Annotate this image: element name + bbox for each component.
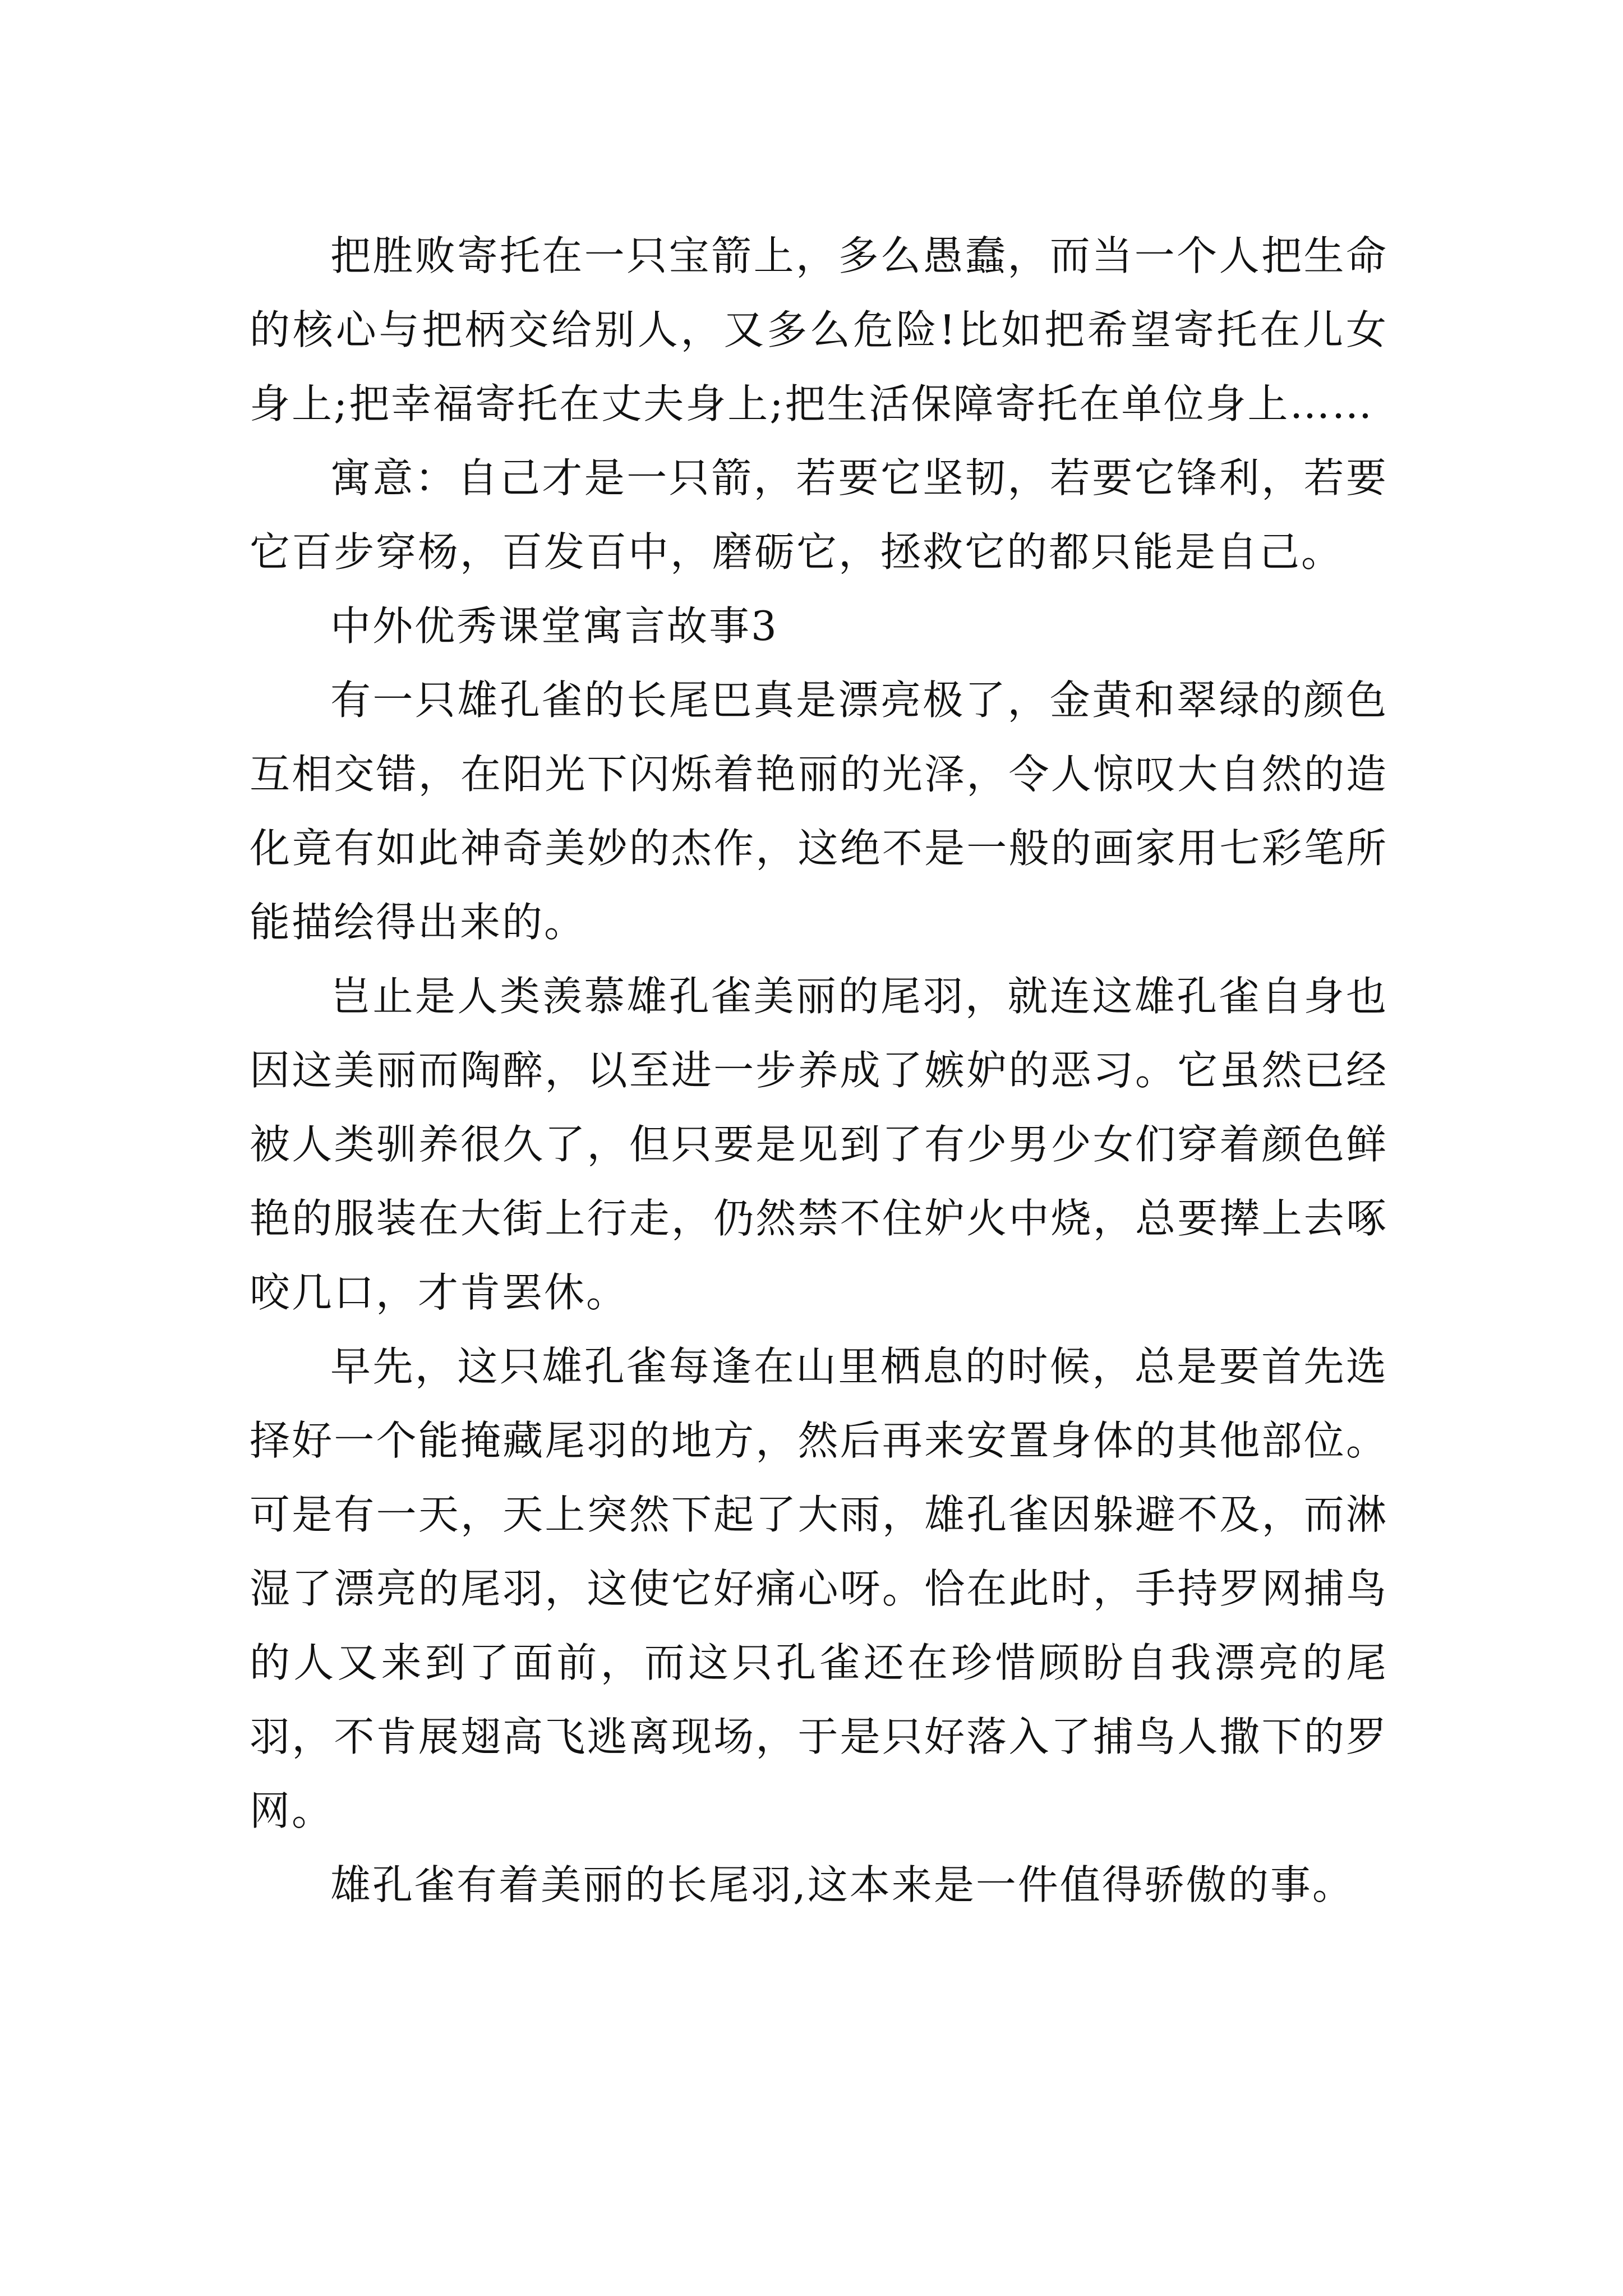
paragraph-peacock-pride: 雄孔雀有着美丽的长尾羽,这本来是一件值得骄傲的事。 xyxy=(330,1861,1354,1908)
paragraph-moral: 寓意：自己才是一只箭，若要它坚韧，若要它锋利，若要它百步穿杨，百发百中，磨砺它，拯救它的都只能是自己。 xyxy=(250,454,1388,576)
paragraph-arrow-conclusion: 把胜败寄托在一只宝箭上，多么愚蠢，而当一个人把生命的核心与把柄交给别人，又多么危险!比如把希望寄托在儿女身上;把幸福寄托在丈夫身上;把生活保障寄托在单位身上…… xyxy=(250,232,1388,427)
paragraph-peacock-tail: 有一只雄孔雀的长尾巴真是漂亮极了，金黄和翠绿的颜色互相交错，在阳光下闪烁着艳丽的光泽，令人惊叹大自然的造化竟有如此神奇美妙的杰作，这绝不是一般的画家用七彩笔所能描绘得出来的。 xyxy=(250,677,1388,946)
paragraph-peacock-jealousy: 岂止是人类羡慕雄孔雀美丽的尾羽，就连这雄孔雀自身也因这美丽而陶醉，以至进一步养成了嫉妒的恶习。它虽然已经被人类驯养很久了，但只要是见到了有少男少女们穿着颜色鲜艳的服装在大街上行走，仍然禁不住妒火中烧，总要撵上去啄咬几口，才肯罢休。 xyxy=(250,973,1388,1316)
document-body xyxy=(250,219,1388,1922)
story-heading: 中外优秀课堂寓言故事3 xyxy=(330,602,778,650)
paragraph-peacock-caught: 早先，这只雄孔雀每逢在山里栖息的时候，总是要首先选择好一个能掩藏尾羽的地方，然后再来安置身体的其他部位。可是有一天，天上突然下起了大雨，雄孔雀因躲避不及，而淋湿了漂亮的尾羽，这使它好痛心呀。恰在此时，手持罗网捕鸟的人又来到了面前，而这只孔雀还在珍惜顾盼自我漂亮的尾羽，不肯展翅高飞逃离现场，于是只好落入了捕鸟人撒下的罗网。 xyxy=(250,1343,1388,1834)
